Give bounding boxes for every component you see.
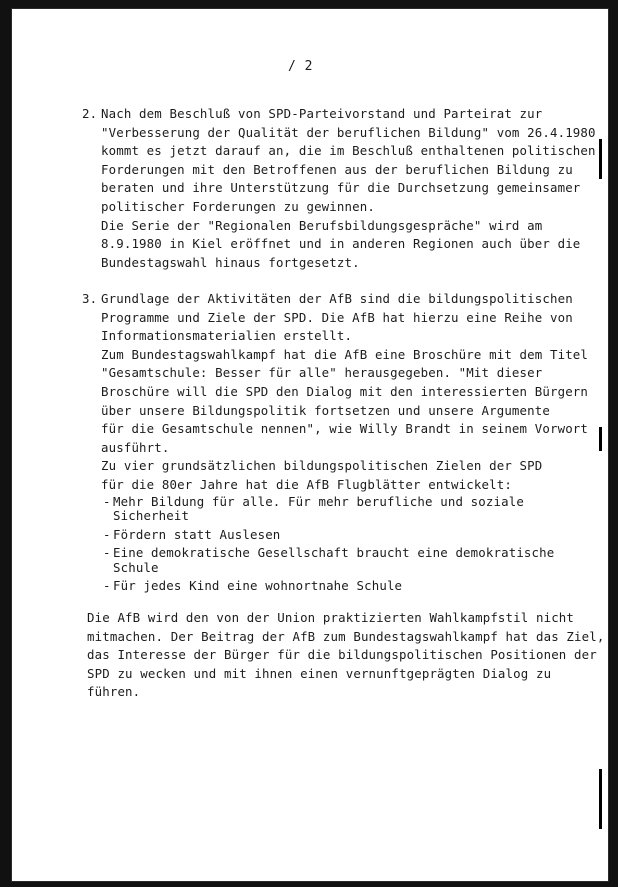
text-line: kommt es jetzt darauf an, die im Beschluß enthaltenen politischen — [101, 143, 596, 159]
text-line: führen. — [87, 684, 141, 700]
text-line: Die AfB wird den von der Union praktizierten Wahlkampfstil nicht — [87, 610, 575, 625]
text-line: Mehr Bildung für alle. Für mehr berufliche und soziale — [113, 493, 524, 509]
text-line: Fördern statt Auslesen — [113, 526, 281, 542]
text-line: Schule — [113, 559, 159, 575]
bullet-item — [103, 545, 588, 575]
item-number: 3. — [82, 291, 98, 306]
bullet-dash: - — [103, 545, 111, 561]
text-line: beraten und ihre Unterstützung für die Durchsetzung gemeinsamer — [101, 180, 581, 196]
bullet-dash: - — [103, 493, 111, 509]
text-line: Informationsmaterialien erstellt. — [101, 328, 353, 344]
bullet-item — [103, 526, 588, 543]
text-line: Zum Bundestagswahlkampf hat die AfB eine Broschüre mit dem Titel — [101, 346, 589, 362]
text-line: Programme und Ziele der SPD. Die AfB hat hierzu eine Reihe von — [101, 309, 573, 325]
text-line: über unsere Bildungspolitik fortsetzen und unsere Argumente — [101, 402, 550, 418]
numbered-item-3 — [82, 290, 589, 598]
text-line: Bundestagswahl hinaus fortgesetzt. — [101, 254, 360, 270]
bullet-dash: - — [103, 526, 111, 542]
text-line: für die Gesamtschule nennen", wie Willy Brandt in seinem Vorwort — [101, 421, 589, 437]
text-line: mitmachen. Der Beitrag der AfB zum Bundestagswahlkampf hat das Ziel, — [87, 628, 605, 644]
text-line: Eine demokratische Gesellschaft braucht eine demokratische — [113, 545, 555, 561]
text-line: Für jedes Kind eine wohnortnahe Schule — [113, 578, 403, 594]
text-line: das Interesse der Bürger für die bildungspolitischen Positionen der — [87, 647, 597, 663]
scan-edge-mark — [599, 769, 602, 829]
page-number: / 2 — [288, 59, 313, 74]
text-line: Sicherheit — [113, 508, 190, 524]
text-line: Die Serie der "Regionalen Berufsbildungsgespräche" wird am — [101, 217, 543, 233]
text-line: Nach dem Beschluß von SPD-Parteivorstand und Parteirat zur — [101, 106, 543, 121]
text-line: "Gesamtschule: Besser für alle" herausgegeben. "Mit dieser — [101, 365, 543, 381]
bullet-list — [103, 493, 588, 594]
text-line: 8.9.1980 in Kiel eröffnet und in anderen Regionen auch über die — [101, 236, 581, 252]
text-line: Zu vier grundsätzlichen bildungspolitischen Zielen der SPD — [101, 458, 543, 474]
text-line: für die 80er Jahre hat die AfB Flugblätter entwickelt: — [101, 476, 512, 492]
text-line: SPD zu wecken und mit ihnen einen vernunftgeprägten Dialog zu — [87, 665, 552, 681]
text-line: Grundlage der Aktivitäten der AfB sind die bildungspolitischen — [101, 291, 573, 306]
closing-paragraph — [87, 609, 604, 702]
bullet-item — [103, 493, 588, 524]
bullet-item — [103, 578, 588, 594]
document-page — [12, 9, 608, 881]
text-line: Broschüre will die SPD den Dialog mit den interessierten Bürgern — [101, 383, 589, 399]
scan-edge-mark — [599, 139, 602, 179]
numbered-item-2 — [82, 105, 596, 272]
text-line: politischer Forderungen zu gewinnen. — [101, 198, 375, 214]
scan-edge-mark — [599, 427, 602, 451]
text-line: Forderungen mit den Betroffenen aus der beruflichen Bildung zu — [101, 161, 573, 177]
text-line: ausführt. — [101, 439, 170, 455]
text-line: "Verbesserung der Qualität der beruflichen Bildung" vom 26.4.1980 — [101, 124, 596, 140]
bullet-dash: - — [103, 578, 111, 594]
item-number: 2. — [82, 106, 98, 121]
